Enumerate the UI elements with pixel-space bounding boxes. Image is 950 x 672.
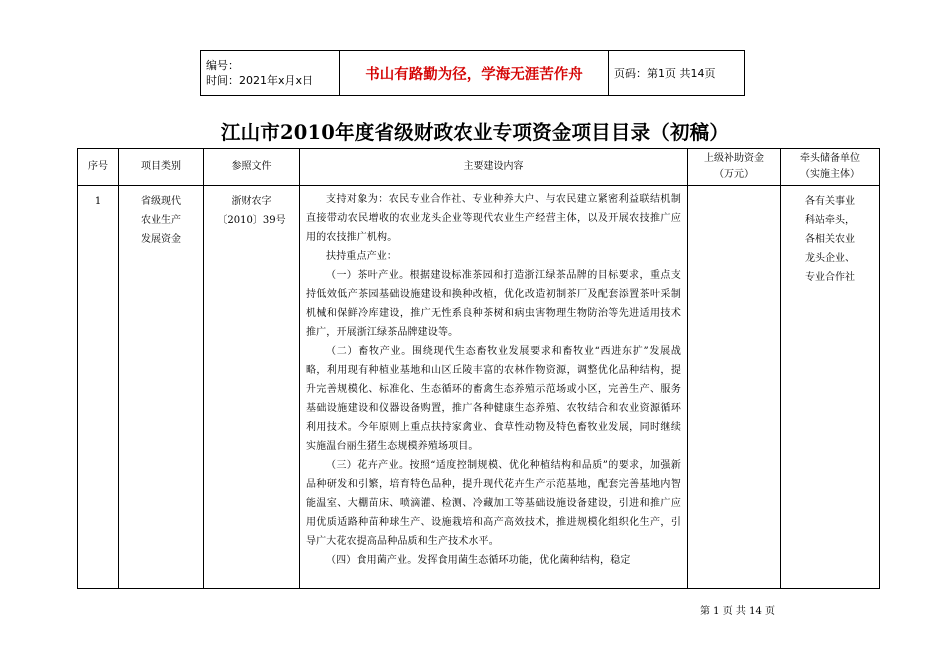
- content-paragraph: （四）食用菌产业。发挥食用菌生态循环功能，优化菌种结构，稳定: [326, 555, 631, 566]
- motto: 书山有路勤为径，学海无涯苦作舟: [340, 51, 609, 96]
- table-row: [78, 186, 880, 589]
- category-line: 发展资金: [141, 234, 181, 245]
- cell-subsidy: [688, 186, 781, 589]
- unit-line: 科站牵头，: [805, 215, 855, 226]
- content-paragraph: （三）花卉产业。按照“适度控制规模、优化种植结构和品质”的要求，加强新品种研发和引繁，培育特色品种，提升现代花卉生产示范基地，配套完善基地内智能温室、大棚苗床、喷滴灌、检测、冷藏加工等基础设施设备建设，引进和推广应用优质适路种苗种球生产、设施栽培和高产高效技术，推进规模化组织化生产，引导广大花农提高品种品质和生产技术水平。: [306, 460, 681, 547]
- header-meta: [201, 51, 340, 96]
- table-header-row: [78, 149, 880, 186]
- content-paragraph: 支持对象为：农民专业合作社、专业种养大户、与农民建立紧密利益联结机制直接带动农民增收的农业龙头企业等现代农业生产经营主体，以及开展农技推广应用的农技推广机构。: [306, 194, 681, 243]
- header-subsidy-line2: （万元）: [714, 169, 754, 180]
- content-paragraph: （一）茶叶产业。根据建设标准茶园和打造浙江绿茶品牌的目标要求，重点支持低效低产茶园基础设施建设和换种改植，优化改造初制茶厂及配套添置茶叶采制机械和保鲜冷库建设，推广无性系良种茶树和病虫害物理生物防治等先进适用技术推广，开展浙江绿茶品牌建设等。: [306, 270, 681, 338]
- unit-line: 龙头企业、: [805, 253, 855, 264]
- header-unit: [781, 149, 880, 186]
- unit-line: 各相关农业: [805, 234, 855, 245]
- document-title: 江山市2010年度省级财政农业专项资金项目目录（初稿）: [220, 121, 730, 144]
- content-paragraph: 扶持重点产业：: [326, 251, 398, 262]
- project-table: [77, 148, 880, 589]
- page-label: 页码：第1页 共14页: [609, 51, 745, 96]
- cell-no: 1: [78, 186, 119, 589]
- unit-line: 专业合作社: [805, 272, 855, 283]
- header-doc: 参照文件: [204, 149, 300, 186]
- header-subsidy-line1: 上级补助资金: [704, 153, 764, 164]
- header-no: 序号: [78, 149, 119, 186]
- category-line: 省级现代: [141, 196, 181, 207]
- category-line: 农业生产: [141, 215, 181, 226]
- header-unit-line2: （实施主体）: [800, 169, 860, 180]
- header-category: 项目类别: [119, 149, 204, 186]
- page-footer: 第 1 页 共 14 页: [700, 606, 775, 617]
- time-label: 时间：2021年x月x日: [206, 74, 314, 87]
- document-header: [200, 50, 745, 96]
- unit-line: 各有关事业: [805, 196, 855, 207]
- header-content: 主要建设内容: [300, 149, 688, 186]
- cell-doc: [204, 186, 300, 589]
- code-label: 编号：: [206, 59, 239, 72]
- cell-category: [119, 186, 204, 589]
- cell-content: [300, 186, 688, 589]
- doc-line: 浙财农字: [231, 196, 272, 207]
- header-unit-line1: 牵头储备单位: [800, 153, 860, 164]
- doc-line: 〔2010〕39号: [217, 215, 286, 226]
- cell-unit: [781, 186, 880, 589]
- content-paragraph: （二）畜牧产业。围绕现代生态畜牧业发展要求和畜牧业“西进东扩”发展战略，利用现有种植业基地和山区丘陵丰富的农林作物资源，调整优化品种结构，提升完善规模化、标准化、生态循环的畜禽生态养殖示范场或小区，完善生产、服务基础设施建设和仪器设备购置，推广各种健康生态养殖、农牧结合和农业资源循环利用技术。今年原则上重点扶持家禽业、食草性动物及特色畜牧业发展，同时继续实施温台丽生猪生态规模养殖场项目。: [306, 346, 681, 452]
- header-subsidy: [688, 149, 781, 186]
